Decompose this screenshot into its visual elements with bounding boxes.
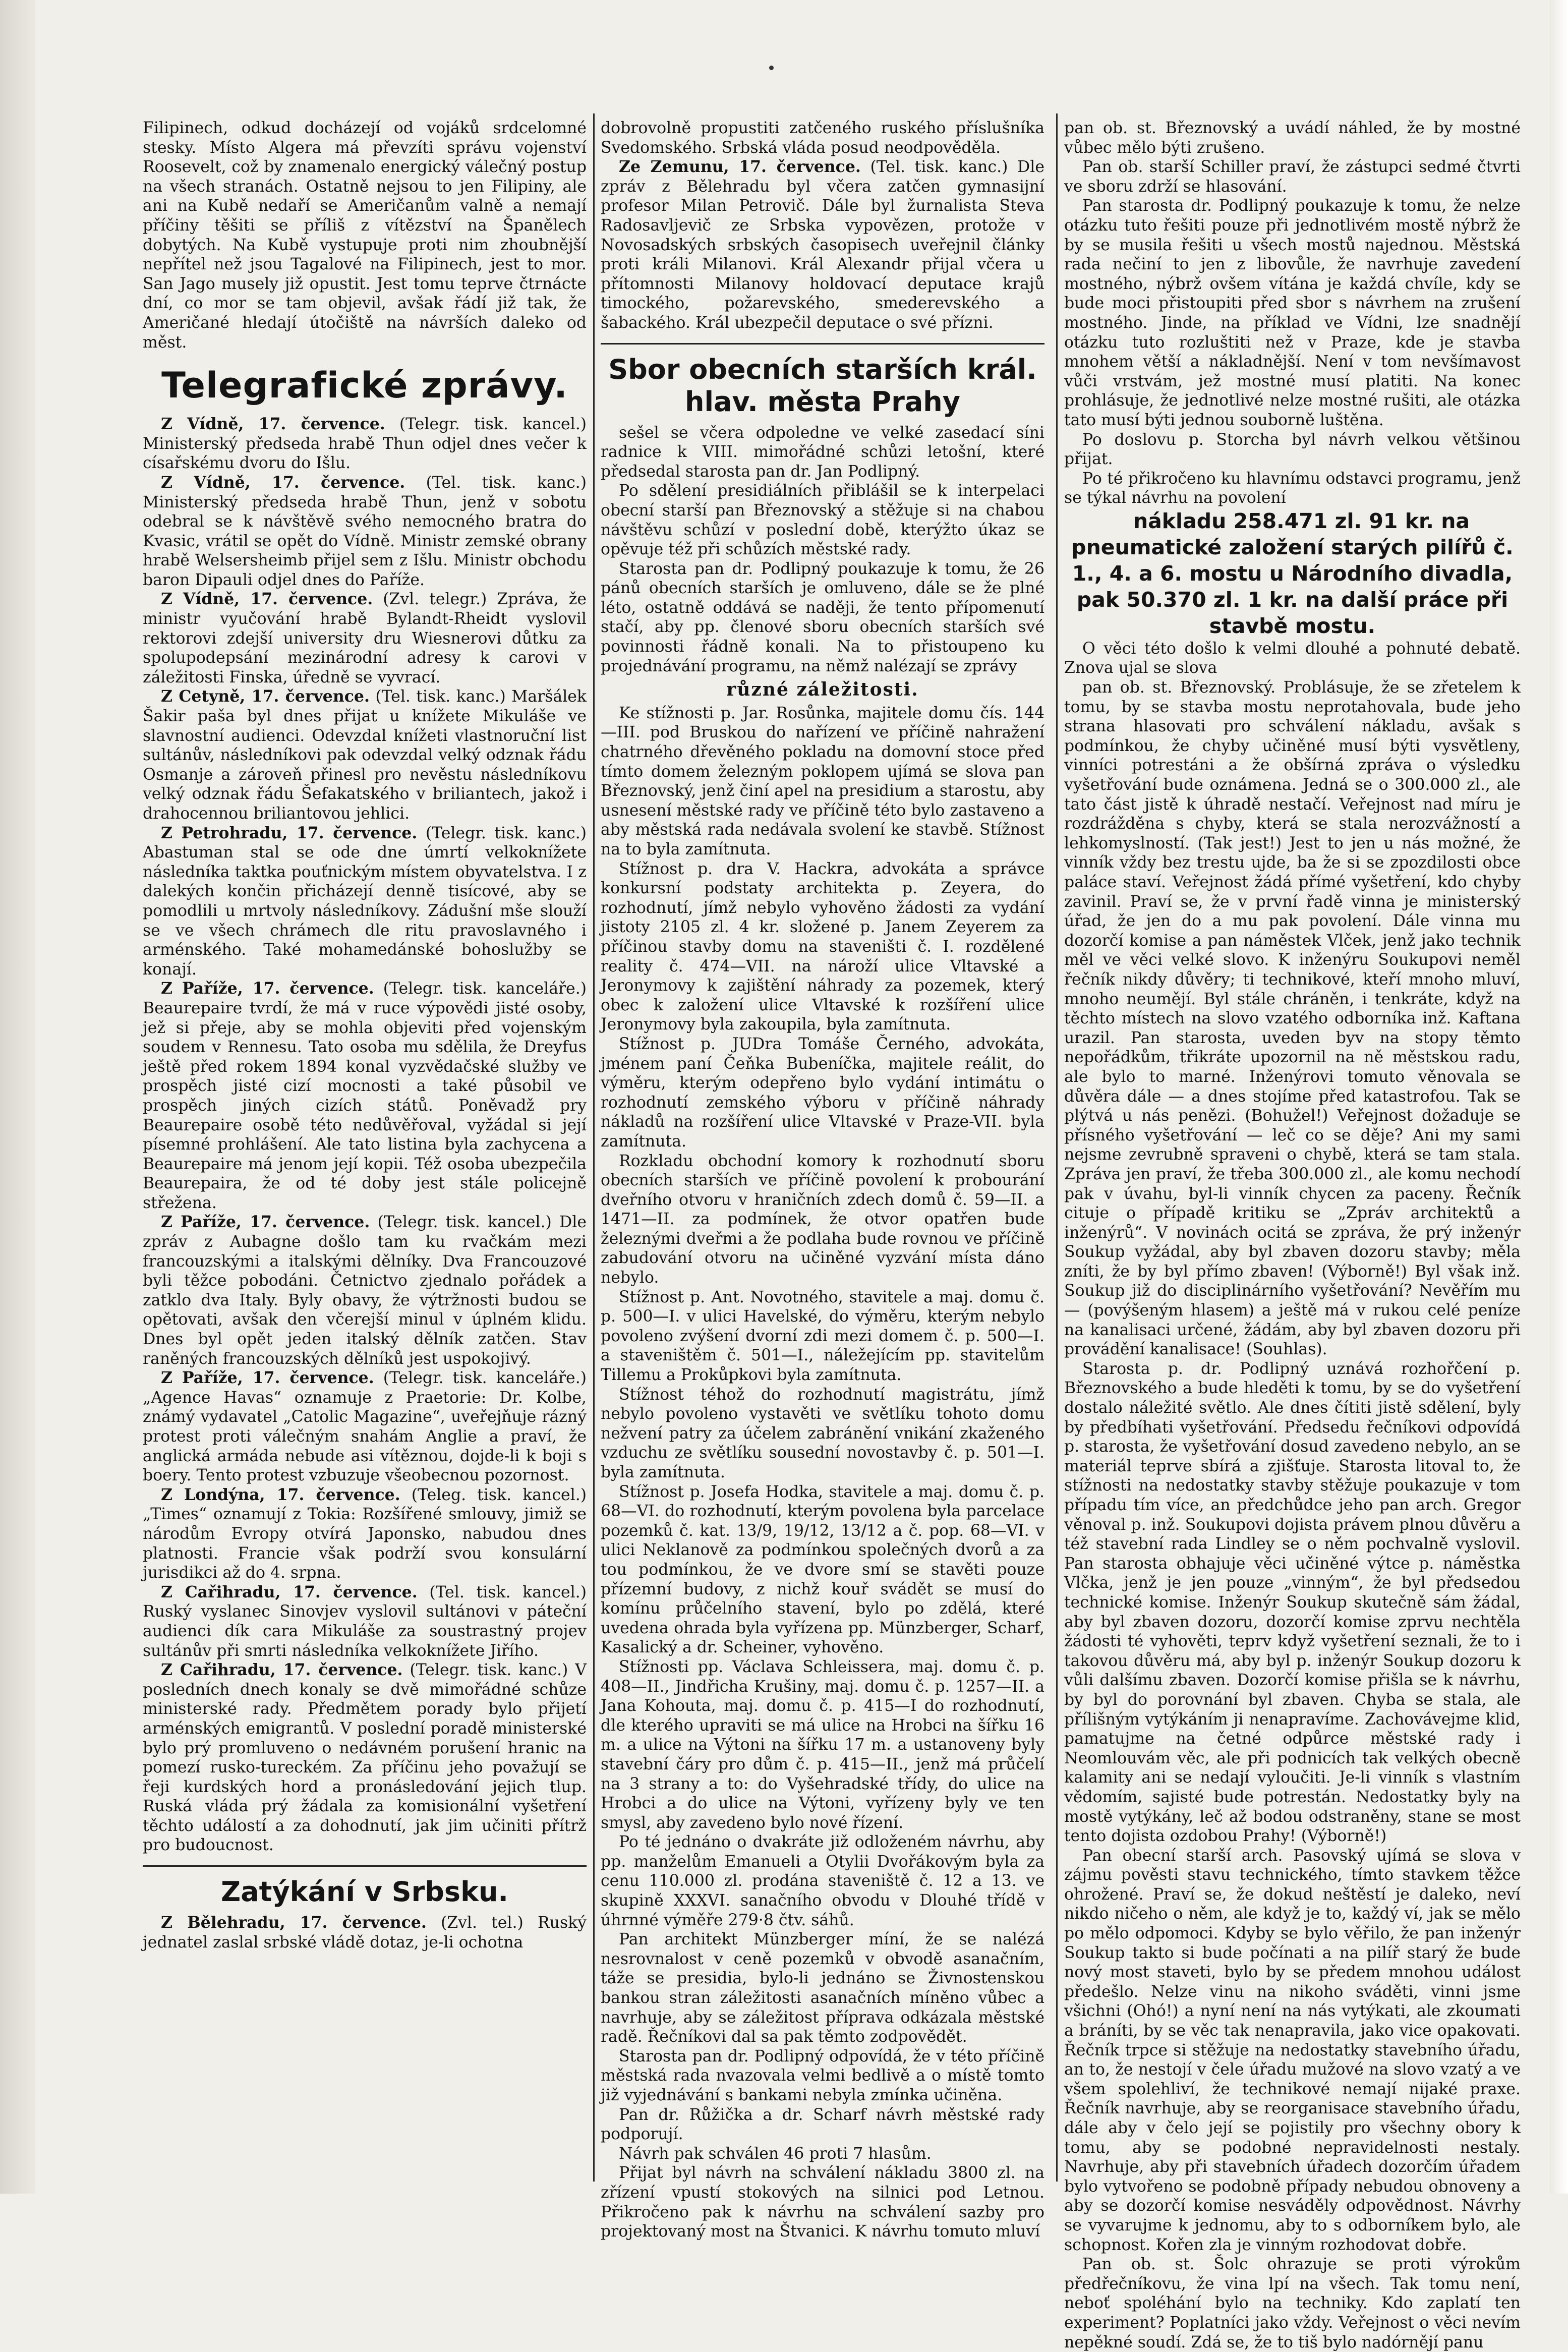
page-edge-right: [1550, 0, 1568, 2194]
council-heading: Sbor obecních starších král. hlav. města Prahy: [608, 353, 1037, 418]
council-paragraph: Pan ob. st. Šolc ohrazuje se proti výrokům předřečníkovu, že vina lpí na všech. Tak tomu není, neboť spoléhání bylo na techniky. Kdo zaplatí ten experiment? Poplatníci jako vždy. Veřejnost o věci nevím nepěkné soudí. Zdá se, že to tiš bylo nadórnějí panu: [1064, 2255, 1521, 2351]
serbia-arrests-heading: Zatýkání v Srbsku.: [221, 1876, 508, 1908]
print-mark: [769, 66, 774, 70]
council-paragraph: Stížnost p. JUDra Tomáše Černého, advokáta, jménem paní Čeňka Bubeníčka, majitele reálit, do výměru, kterým odepřeno bylo vydání intimátu o rozhodnutí zemského výboru v příčině náhrady nákladů na rozšíření ulice Vltavské v Praze-VII. byla zamítnuta.: [601, 1035, 1044, 1151]
page-edge-left: [0, 0, 35, 2194]
column-divider-1: [593, 113, 595, 2182]
telegraph-news-list: [143, 415, 587, 1855]
news-item: Ze Zemunu, 17. července. (Tel. tisk. kanc.) Dle zpráv z Bělehradu byl včera zatčen gymnasijní profesor Milan Petrovič. Dále byl žurnalista Steva Radosavljevič ze Srbska vypovězen, protože v Novosadských srbských časopisech uveřejnil články proti králi Milanovi. Král Alexandr přijal včera u přítomnosti Milanovy holdovací deputace krajů timockého, požarevského, smederevského a šabackého. Král ubezpečil deputace o své přízni.: [601, 157, 1044, 332]
council-paragraph: Starosta pan dr. Podlipný poukazuje k tomu, že 26 pánů obecních starších je omluveno, dále se že plné léto, ostatně oddává se naději, že tento přípomenutí stačí, aby pp. členové sboru obecních starších své povinnosti řádně konali. Na to přistoupeno ku projednávání programu, na němž nalézají se zprávy: [601, 559, 1044, 675]
column-2: [601, 119, 1044, 2241]
council-paragraph: Návrh pak schválen 46 proti 7 hlasům.: [619, 2144, 932, 2163]
council-paragraph: Pan ob. starší Schiller praví, že zástupci sedmé čtvrti ve sboru zdrží se hlasování.: [1064, 158, 1521, 196]
council-paragraph: Stížnost téhož do rozhodnutí magistrátu, jímž nebylo povoleno vystavěti ve světlíku tohoto domu nežvení patry za účelem zabránění vnikání zkaženého vzduchu ze světlíku sousední novostavby č. p. 501—I. byla zamítnuta.: [601, 1385, 1044, 1481]
news-item: Z Vídně, 17. července. (Tel. tisk. kanc.) Ministerský předseda hrabě Thun, jenž v sobotu odebral se k návštěvě svého nemocného bratra do Kvasic, vrátil se opět do Vídně. Ministr zemské obrany hrabě Welsersheimb přijel sem z Išlu. Ministr obchodu baron Dipauli odjel dnes do Paříže.: [143, 473, 587, 589]
telegraph-heading: Telegrafické zprávy.: [161, 365, 568, 407]
council-paragraph: Ke stížnosti p. Jar. Rosůnka, majitele domu čís. 144—III. pod Bruskou do nařízení ve příčině nahražení chatrného dřevěného pokladu na domovní stoce před tímto domem železným poklopem ujímá se slova pan Březnovský, jenž činí apel na presidium a starostu, aby usnesení městské rady ve příčině této bylo zastaveno a aby městská rada nedávala svolení ke stavbě. Stížnost na to byla zamítnuta.: [601, 704, 1044, 858]
council-paragraph: pan ob. st. Březnovský. Problásuje, že se zřetelem k tomu, by se stavba mostu neprotahovala, bude jeho strana hlasovati pro schválení nákladu, avšak s podmínkou, že chyby učiněné musí býti vysvětleny, vinníci potrestáni a že obšírná zpráva o výsledku vyšetřování bude oznámena. Jedná se o 300.000 zl., ale tato část jistě k úhradě nestačí. Veřejnost nad míru je rozdrážděna s chyby, která se stala nerozvážností a lehkomyslností. (Tak jest!) Jest to jen u nás možné, že vinník vždy bez trestu ujde, ba že si se zpozdilosti obce paláce staví. Veřejnost žádá přímé vyšetření, kdo chyby zavinil. Praví se, že v první řadě vinna je ministerský úřad, že jen do a mu pak povolení. Dále vinna mu dozorčí komise a pan náměstek Vlček, jenž jako technik měl ve věci velké slovo. K inženýru Soukupovi neměl řečník nikdy důvěry; ti technikové, kteří mnoho mluví, mnoho neumějí. Byl stále chráněn, i tenkráte, když na těchto místech na slovo vzatého odborníka inž. Kaftana urazil. Pan starosta, uveden byv na stopy těmto nepořádkům, třikráte upozornil na ně městskou radu, ale bylo to marné. Inženýrovi tomuto věnovala se důvěra dále — a dnes stojíme před katastrofou. Tak se plýtvá u nás penězi. (Bohužel!) Veřejnost dožaduje se přísného vyšetřování — leč co se děje? Ani my sami nejsme zevrubně spraveni o chybě, která se tam stala. Zpráva jen praví, že třeba 300.000 zl., ale komu nechodí pak v úvahu, byl-li vinník chycen za paceny. Řečník cituje o případě kritiku se „Zpráv architektů a inženýrů“. V novinách ocitá se zpráva, že prý inženýr Soukup vyžádal, aby byl zbaven dozoru stavby; měla zníti, že by byl přímo zbaven! (Výborně!) Byl však inž. Soukup již do disciplinárního vyšetřování? Nevěřím mu — (povýšeným hlasem) a ještě má v rukou celé peníze na kanalisaci určené, žádám, aby byl zbaven dozoru při provádění kanalisace! (Souhlas).: [1064, 678, 1521, 1359]
council-paragraph: Stížnosti pp. Václava Schleissera, maj. domu č. p. 408—II., Jindřicha Krušiny, maj. domu č. p. 1257—II. a Jana Kohouta, maj. domu č. p. 415—I do rozhodnutí, dle kterého upraviti se má ulice na Hrobci na šířku 16 m. a ulice na Výtoni na šířku 17 m. a ustanoveny byly stavební čáry pro dům č. p. 415—II., jenž má průčelí na 3 strany a to: do Vyšehradské třídy, do ulice na Hrobci a do ulice na Výtoni, vyřízeny byly ve ten smysl, aby zavedeno bylo nové řízení.: [601, 1657, 1044, 1832]
council-paragraph: Stížnost p. Josefa Hodka, stavitele a maj. domu č. p. 68—VI. do rozhodnutí, kterým povolena byla parcelace pozemků č. kat. 13/9, 19/12, 13/12 a č. pop. 68—VI. v ulici Neklanově za podmínkou společných dvorů a za tou podmínkou, že ve dvore smí se stavěti pouze přízemní budovy, z nichž kouř svádět se musí do komínu průčelního stavení, bylo po zdělá, které uvedena ohrada byla vyřízena pp. Münzberger, Scharf, Kasalický a dr. Scheiner, vyhověno.: [601, 1482, 1044, 1657]
news-item: Z Vídně, 17. července. (Zvl. telegr.) Zpráva, že ministr vyučování hrabě Bylandt-Rheidt vyslovil rektorovi zdejší university dru Wiesnerovi důtku za spolupodepsání mezinárodní adresy k carovi v záležitosti Finska, úředně se vyvrací.: [143, 590, 587, 686]
council-paragraph: Po sdělení presidiálních přiblášil se k interpelaci obecní starší pan Březnovský a stěžuje si na chabou návštěvu schůzí v poslední době, kterýžto úkaz se opěvuje též při schůzích městské rady.: [601, 482, 1044, 559]
council-paragraph: sešel se včera odpoledne ve velké zasedací síni radnice k VIII. mimořádné schůzi letošní, které předsedal starosta pan dr. Jan Podlipný.: [601, 423, 1044, 481]
council-paragraph: Starosta p. dr. Podlipný uznává rozhořčení p. Březnovského a bude hleděti k tomu, by se do vyšetření dostalo náležité světlo. Ale dnes čítiti jistě sdělení, byly by předbíhati vyšetřování. Předsedu řečníkovi odpovídá p. starosta, že vyšetřování dosud zavedeno nebylo, an se materiál teprve sbírá a zjišťuje. Starosta litoval to, že stížnosti na nedostatky stavby stěžuje poukazuje v tom případu tím více, an předchůdce jeho pan arch. Gregor věnoval p. inž. Soukupovi dojista právem plnou důvěru a též stavební rada Lindley se o něm pochvalně vyslovil. Pan starosta obhajuje věci učiněné výtce p. náměstka Vlčka, jenž je jen pouze „vinným“, že byl předsedou technické komise. Inženýr Soukup skutečně sám žádal, aby byl zbaven dozoru, dozorčí komise zprvu nechtěla žádosti té vyhověti, teprv když vyšetření seznali, že to i takovou důvěru má, aby byl p. inženýr Soukup dozoru k vůli dalšímu zbaven. Dozorčí komise přišla se k návrhu, by byl do porovnání byl zbaven. Chyba se stala, ale přílišným vytýkáním ji nenapravíme. Zachovávejme klid, pamatujme na četné odpůrce městské rady i Neomlouvám věc, ale při podnicích tak velkých obecně kalamity ani se nedají vyloučiti. Je-li vinník s vlastním vědomím, sajisté bude potrestán. Nedostatky byly na mostě vytýkány, leč až bodou odstraněny, stane se most tento dojista ozdobou Prahy! (Výborně!): [1064, 1359, 1521, 1846]
council-paragraph: Starosta pan dr. Podlipný odpovídá, že v této příčině městská rada nvazovala velmi bedlivě a o místě tomto již vyjednávání s bankami nebyla zmínka učiněna.: [601, 2047, 1044, 2104]
council-paragraph: Pan obecní starší arch. Pasovský ujímá se slova v zájmu pověsti stavu technického, tímto stavkem těžce ohrožené. Praví se, že dokud neštěstí je daleko, neví nikdo ničeho o něm, ale když je to, každý ví, jak se mělo po mělo odpomoci. Kdyby se bylo věřilo, že pan inženýr Soukup takto si bude počínati a na pilíř starý že bude nový most staveti, bylo by se předem mnohou událost předešlo. Nelze vinu na nikoho sváděti, vinni jsme všichni (Ohó!) a nyní není na nás vytýkati, ale zkoumati a bráníti, by se věc tak nenapravila, jako vice opakovati. Řečník trpce si stěžuje na nedostatky stavebního úřadu, an to, že nestojí v čele úřadu mužové na slovo vzatý a ve všem spolehliví, že technikové nemají nijaké praxe. Řečník navrhuje, aby se reorganisace stavebního úřadu, dále aby v čelo její se pojistily pro všechny obory k tomu, aby se podobné nepravidelnosti nestaly. Navrhuje, aby při stavebních úřadech dozorčím úřadem bylo vytvořeno se podobně případy nebudou obnoveny a aby se dozorčí komise nesváděly odpovědnost. Návrhy se vyvarujme k jednomu, aby to s odborníkem bylo, ale schopnost. Kořen zla je vinným rozhodovat dobře.: [1064, 1846, 1521, 2254]
council-paragraph: Pan dr. Růžička a dr. Scharf návrh městské rady podporují.: [601, 2105, 1044, 2144]
section-rule: [601, 343, 1044, 345]
news-item: Z Vídně, 17. července. (Telegr. tisk. kancel.) Ministerský předseda hrabě Thun odjel dnes večer k císařskému dvoru do Išlu.: [143, 415, 587, 473]
council-paragraph: Po té přikročeno ku hlavnímu odstavci programu, jenž se týkal návrhu na povolení: [1064, 469, 1521, 507]
council-paragraph: O věci této došlo k velmi dlouhé a pohnuté debatě. Znova ujal se slova: [1064, 639, 1521, 677]
bridge-cost-highlight: nákladu 258.471 zl. 91 kr. na pneumatické založení starých pilířů č. 1., 4. a 6. mostu u Národního divadla, pak 50.370 zl. 1 kr. na další práce při stavbě mostu.: [1071, 508, 1514, 638]
news-item: Z Londýna, 17. července. (Teleg. tisk. kancel.) „Times“ oznamují z Tokia: Rozšířené smlouvy, jimiž se národům Evropy otvírá Japonsko, nabudou dnes platnosti. Francie však podrží svou konsulární jurisdikci až do 4. srpna.: [143, 1485, 587, 1582]
news-item: Z Cařihradu, 17. července. (Telegr. tisk. kanc.) V posledních dnech konaly se dvě mimořádné schůze ministerské rady. Předmětem porady bylo přijetí arménských emigrantů. V poslední poradě ministerské bylo prý promluveno o nedávném porušení hranic na pomezí rusko-tureckém. Za příčinu jeho považují se řeji kurdských hord a pronásledování jejich tlup. Ruská vláda prý žádala za komisionální vyšetření těchto událostí a za dohodnutí, jak jim učiniti přítrž pro budoucnost.: [143, 1660, 587, 1855]
news-item: Z Paříže, 17. července. (Telegr. tisk. kancel.) Dle zpráv z Aubagne došlo tam ku rvačkám mezi francouzskými a italskými dělníky. Dva Francouzové byli těžce pobodáni. Četnictvo zjednalo pořádek a zatklo dva Italy. Byly obavy, že výtržnosti budou se opětovati, avšak den včerejší minul v úplném klidu. Dnes byl opět jeden italský dělník zatčen. Stav raněných francouzských dělníků jest uspokojivý.: [143, 1213, 587, 1368]
column-3: [1064, 119, 1521, 2351]
section-rule: [143, 1865, 587, 1867]
column-divider-2: [1056, 113, 1058, 2182]
news-item: Z Cařihradu, 17. července. (Tel. tisk. kancel.) Ruský vyslanec Sinovjev vyslovil sultánovi v páteční audienci dík cara Mikuláše za soustrastný projev sultánův při smrti následníka velkoknížete Jiřího.: [143, 1582, 587, 1660]
council-paragraph: Pan architekt Münzberger míní, že se nalézá nesrovnalost v ceně pozemků v obvodě asanačním, táže se presidia, bylo-li jednáno se Živnostenskou bankou stran záležitosti asanačních míněno vůbec a navrhuje, aby se záležitost příprava odkázala městské radě. Řečníkovi dal sa pak těmto zodpovědět.: [601, 1930, 1044, 2046]
column-2-lead: dobrovolně propustiti zatčeného ruského příslušníka Svedomského. Srbská vláda posud neodpověděla.: [601, 119, 1044, 157]
news-item: Z Bělehradu, 17. července. (Zvl. tel.) Ruský jednatel zaslal srbské vládě dotaz, je-li ochotna: [143, 1913, 587, 1952]
council-paragraph: Přijat byl návrh na schválení nákladu 3800 zl. na zřízení vpustí stokových na silnici pod Letnou. Přikročeno pak k návrhu na schválení sazby pro projektovaný most na Štvanici. K návrhu tomuto mluví: [601, 2164, 1044, 2241]
misc-matters-subheading: různé záležitosti.: [726, 679, 919, 701]
council-paragraph: Stížnost p. Ant. Novotného, stavitele a maj. domu č. p. 500—I. v ulici Havelské, do výměru, kterým nebylo povoleno zvýšení dvorní zdi mezi domem č. p. 500—I. a staveništěm č. 501—I., náležejícím pp. stavitelům Tillemu a Prokůpkovi byla zamítnuta.: [601, 1288, 1044, 1385]
council-paragraph: pan ob. st. Březnovský a uvádí náhled, že by mostné vůbec mělo býti zrušeno.: [1064, 119, 1521, 157]
council-paragraph: Rozkladu obchodní komory k rozhodnutí sboru obecních starších ve příčině povolení k probourání dveřního otvoru v hraničních zdech domů č. 59—II. a 1471—II. za podmínek, že otvor opatřen bude železnými dveřmi a že podlaha bude rovnou ve příčině zabudování otvoru na učiněné vyzvání místa dáno nebylo.: [601, 1152, 1044, 1287]
council-paragraph: Po té jednáno o dvakráte již odloženém návrhu, aby pp. manželům Emanueli a Otylii Dvořákovým byla za cenu 110.000 zl. prodána staveniště č. 12 a 13. ve skupině XXXVI. sanačního obvodu v Dlouhé třídě v úhrnné výměře 279·8 čtv. sáhů.: [601, 1833, 1044, 1929]
news-item: Z Petrohradu, 17. července. (Telegr. tisk. kanc.) Abastuman stal se ode dne úmrtí velkoknížete následníka taktka pouťnickým místem obyvatelstva. I z dalekých končin přicházejí denně tisícové, aby se pomodlili u mrtvoly následníkovy. Zádušní mše slouží se ve všech chrámech dle ritu pravoslavného i arménského. Také mohamedánské bohoslužby se konají.: [143, 823, 587, 979]
column-1: [143, 119, 587, 2176]
column-1-lead: Filipinech, odkud docházejí od vojáků srdcelomné stesky. Místo Algera má převzíti správu vojenství Roosevelt, což by znamenalo energický válečný postup na všech stranách. Ostatně nejsou to jen Filipiny, ale ani na Kubě nedaří se Američanům valně a nemají příčiny těšiti se příliš z vítězství na Španělech dobytých. Na Kubě vystupuje proti nim zhoubnější nepřítel než jsou Tagalové na Filipinech, jest to mor. San Jago musely již opustit. Jest tomu teprve čtrnácte dní, co mor se tam objevil, avšak řádí již tak, že Američané hledají útočiště na návrších daleko od měst.: [143, 119, 587, 352]
news-item: Z Paříže, 17. července. (Telegr. tisk. kanceláře.) Beaurepaire tvrdí, že má v ruce výpovědi jisté osoby, jež si přeje, aby se mohla objeviti před vojenským soudem v Rennesu. Tato osoba mu sdělila, že Dreyfus ještě před rokem 1894 konal vyzvědačské služby ve prospěch jisté cizí mocnosti a také působil ve prospěch jiných cizích států. Poněvadž pry Beaurepaire osobě této nedůvěřoval, vyžádal si její písemné prohlášení. Ale tato listina byla zachycena a Beaurepaire má jenom její kopii. Též osoba ubezpečila Beaurepaira, že od té doby jest stále policejně střežena.: [143, 979, 587, 1212]
council-paragraph: Stížnost p. dra V. Hackra, advokáta a správce konkursní podstaty architekta p. Zeyera, do rozhodnutí, jímž nebylo vyhověno žádosti za vydání jistoty 2105 zl. 4 kr. složené p. Janem Zeyerem za příčinou stavby domu na staveništi č. I. rozdělené reality č. 474—VII. na nároží ulice Vltavské a Jeronymovy k zajištění náhrady za pozemek, který obec k založení ulice Vltavské k rozšíření ulice Jeronymovy byla zakoupila, byla zamítnuta.: [601, 859, 1044, 1034]
news-item: Z Cetyně, 17. července. (Tel. tisk. kanc.) Maršálek Šakir paša byl dnes přijat u knížete Mikuláše ve slavnostní audienci. Odevzdal knížeti vlastnoruční list sultánův, následníkovi pak odevzdal velký odznak řádu Osmanje a zároveň přinesl pro nevěstu následníkovu velký odznak řádu Šefakatského v briliantech, jakož i drahocennou briliantovou jehlici.: [143, 687, 587, 823]
news-item: Z Paříže, 17. července. (Telegr. tisk. kanceláře.) „Agence Havas“ oznamuje z Praetorie: Dr. Kolbe, známý vydavatel „Catolic Magazine“, uveřejňuje rázný protest proti válečným snahám Anglie a praví, že anglická armáda nebude asi vítěznou, dojde-li k boji s boery. Tento protest vzbuzuje všeobecnou pozornost.: [143, 1368, 587, 1485]
council-paragraph: Po doslovu p. Storcha byl návrh velkou většinou přijat.: [1064, 430, 1521, 469]
council-paragraph: Pan starosta dr. Podlipný poukazuje k tomu, že nelze otázku tuto řešiti pouze při jednotlivém mostě nýbrž že by se musila řešiti u všech mostů najednou. Městská rada nečiní to jen z libovůle, že navrhuje zavedení mostného, nýbrž ovšem vítána je každá chvíle, kdy se bude moci přistoupiti před sbor s návrhem na zrušení mostného. Jinde, na příklad ve Vídni, lze snadnějí otázku tuto rozluštiti než v Praze, kde je stavba mnohem větší a nákladnější. Není v tom nevšímavost vůči vrstvám, jež mostné musí platiti. Na konec prohlásuje, že jednotlivé nelze mostné rušiti, ale otázka tato musí býti jednou souborně luštěna.: [1064, 197, 1521, 429]
